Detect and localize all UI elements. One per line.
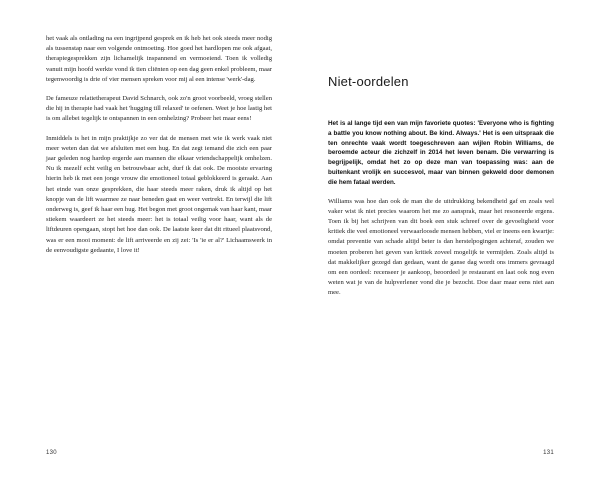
paragraph: De fameuze relatietherapeut David Schnarch, ook zo'n groot voorbeeld, vroeg stellen die hij in therapie had vaak het 'hugging till relaxed' te oefenen. Weet je hoe lastig het is om allebei tegelijk te ontspannen in een omhelzing? Probeer het maar eens! bbox=[46, 95, 272, 123]
page-number-right: 131 bbox=[543, 450, 554, 456]
paragraph: Inmiddels is het in mijn praktijkje zo ver dat de mensen met wie ik werk vaak niet meer weten dan dat we afsluiten met een hug. En dat zegt iemand die zich een paar jaar geleden nog hardop ergerde aan mannen die elkaar vriendschappelijk omhelzen. Nu ik mezelf echt veilig en betrouwbaar acht, durf ik dat ook. De mooiste ervaring hierin heb ik met een jonge vrouw die emotioneel totaal geblokkeerd is geraakt. Aan het einde van onze gesprekken, die haar steeds meer raken, druk ik altijd op het knopje van de lift waarmee ze naar beneden gaat en weer vertrekt. En terwijl die lift onderweg is, geef ik haar een hug. Het begon met groot ongemak van haar kant, maar stiekem waardeert ze het steeds meer: het is totaal veilig voor haar, want als de liftdeuren opengaan, stopt het hoe dan ook. De laatste keer dat dit ritueel plaatsvond, was er een mooi moment: de lift arriveerde en zij zei: 'Is 'ie er al?' Lichaamswerk in de eenvoudigste gedaante, I love it! bbox=[46, 134, 272, 254]
right-page bbox=[300, 0, 600, 480]
chapter-title: Niet-oordelen bbox=[328, 74, 409, 89]
right-page-body bbox=[328, 119, 554, 299]
page-number-left: 130 bbox=[46, 450, 57, 456]
pull-quote: Het is al lange tijd een van mijn favoriete quotes: 'Everyone who is fighting a battle you know nothing about. Be kind. Always.' Het is een uitspraak die ten onrechte vaak wordt toegeschreven aan wijlen Robin Williams, de beroemde acteur die zichzelf in 2014 het leven benam. Die verwarring is begrijpelijk, omdat het zo op deze man van toepassing was: aan de buitenkant vrolijk en succesvol, maar van binnen gekweld door demonen die hem fataal werden. bbox=[328, 120, 554, 186]
paragraph: het vaak als ontlading na een ingrijpend gesprek en ik heb het ook steeds meer nodig als tussenstap naar een volgende ontmoeting. Hoe goed het hardlopen me ook afgaat, therapiegesprekken zijn lichamelijk inspannend en vermoeiend. Toen ik volledig vanuit mijn hoofd werkte vond ik tien cliënten op een dag geen enkel probleem, maar tegenwoordig is drie of vier mensen spreken voor mij al een intense 'werk'-dag. bbox=[46, 35, 272, 83]
left-page-body bbox=[46, 34, 272, 256]
paragraph: Williams was hoe dan ook de man die de uitdrukking bekendheid gaf en zoals wel vaker wist ik niet precies waarom het me zo aansprak, maar het resoneerde ergens. Toen ik bij het schrijven van dit boek een stuk schreef over de gevoeligheid voor kritiek die veel emotioneel verwaarloosde mensen hebben, viel er ineens een kwartje: omdat preventie van schade altijd beter is dan herstelpogingen achteraf, zouden we moeten proberen het geven van kritiek zoveel mogelijk te vermijden. Zoals altijd is dat makkelijker gezegd dan gedaan, want de ganse dag wordt ons immers gevraagd om een oordeel: recenseer je aankoop, beoordeel je restaurant en laat ook nog even weten wat je van de hulpverlener vond die je bezocht. Doe daar maar eens niet aan mee. bbox=[328, 197, 554, 297]
